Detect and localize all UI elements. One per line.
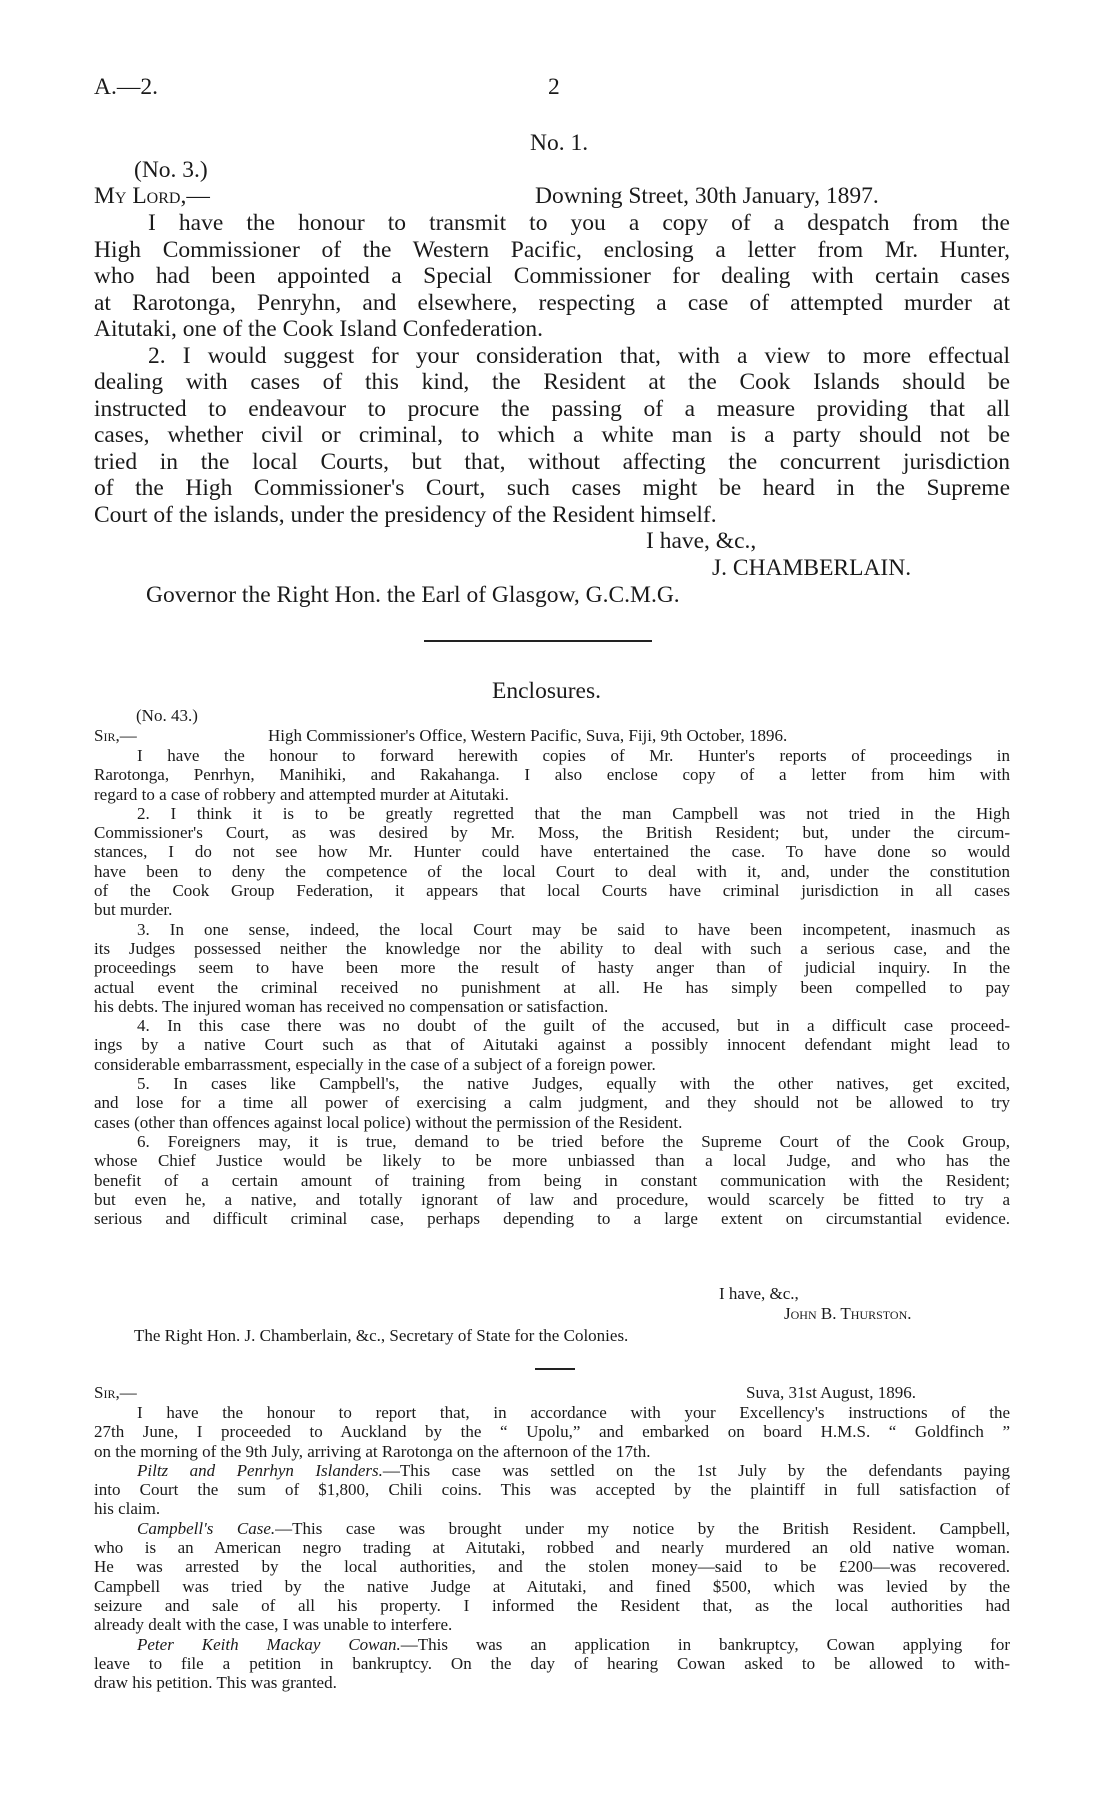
case-title: Campbell's Case. xyxy=(137,1518,276,1538)
letter2-body xyxy=(94,1403,1010,1692)
text-line: his claim. xyxy=(94,1499,161,1519)
enclosure-paragraph-1 xyxy=(94,746,1010,804)
enclosures-heading: Enclosures. xyxy=(492,678,601,704)
text-line: proceedings seem to have been more the result of hasty anger than of judicial inquiry. In the xyxy=(94,958,1010,978)
text-line: dealing with cases of this kind, the Resident at the Cook Islands should be xyxy=(94,369,1010,395)
text-line xyxy=(94,1519,1010,1538)
text-line: considerable embarrassment, especially in the case of a subject of a foreign power. xyxy=(94,1054,656,1074)
case-title: Piltz and Penrhyn Islanders. xyxy=(137,1460,383,1480)
section-divider xyxy=(424,640,652,642)
text-line: 6. Foreigners may, it is true, demand to be tried before the Supreme Court of the Cook Group, xyxy=(137,1131,1010,1151)
closing: I have, &c., xyxy=(646,528,757,554)
case-text: —This was an application in bankruptcy, Cowan applying for xyxy=(400,1634,1010,1654)
letter2-campbell-case xyxy=(94,1519,1010,1635)
text-line: but murder. xyxy=(94,900,173,920)
case-text: —This case was settled on the 1st July by the defendants paying xyxy=(382,1460,1010,1480)
addressee: Governor the Right Hon. the Earl of Glasgow, G.C.M.G. xyxy=(146,582,680,608)
text-line: draw his petition. This was granted. xyxy=(94,1673,337,1693)
text-line: cases (other than offences against local police) without the permission of the Resident. xyxy=(94,1112,683,1132)
text-line: of the High Commissioner's Court, such cases might be heard in the Supreme xyxy=(94,475,1010,501)
enclosure-signature: John B. Thurston. xyxy=(784,1304,912,1323)
signature: J. CHAMBERLAIN. xyxy=(712,555,912,581)
text-line: Campbell was tried by the native Judge at Aitutaki, and fined $500, which was levied by the xyxy=(94,1576,1010,1596)
text-line xyxy=(94,1461,1010,1480)
enclosure-place-date: High Commissioner's Office, Western Pacific, Suva, Fiji, 9th October, 1896. xyxy=(268,726,788,745)
text-line: his debts. The injured woman has received no compensation or satisfaction. xyxy=(94,996,609,1016)
paragraph-2 xyxy=(94,343,1010,529)
text-line: whose Chief Justice would be likely to be more unbiassed than a local Judge, and who has the xyxy=(94,1151,1010,1171)
text-line: Aitutaki, one of the Cook Island Confederation. xyxy=(94,316,544,342)
text-line: ings by a native Court such as that of Aitutaki against a possibly innocent defendant might lead to xyxy=(94,1035,1010,1055)
text-line: 4. In this case there was no doubt of the guilt of the accused, but in a difficult case proceed- xyxy=(137,1016,1010,1036)
letter2-salutation: Sir,— xyxy=(94,1383,137,1402)
text-line: Court of the islands, under the presidency of the Resident himself. xyxy=(94,501,717,528)
letter2-cowan-case xyxy=(94,1635,1010,1693)
enclosure-body xyxy=(94,746,1010,1228)
enclosure-addressee: The Right Hon. J. Chamberlain, &c., Secretary of State for the Colonies. xyxy=(134,1326,629,1345)
text-line: already dealt with the case, I was unable to interfere. xyxy=(94,1615,453,1635)
text-line: at Rarotonga, Penryhn, and elsewhere, respecting a case of attempted murder at xyxy=(94,289,1010,316)
despatch-number: (No. 3.) xyxy=(134,157,208,183)
text-line: actual event the criminal received no punishment at all. He has simply been compelled to pay xyxy=(94,977,1010,997)
text-line: who is an American negro trading at Aitutaki, robbed and nearly murdered an old native woman. xyxy=(94,1538,1010,1558)
text-line: instructed to endeavour to procure the passing of a measure providing that all xyxy=(94,395,1010,422)
enclosure-number: (No. 43.) xyxy=(136,706,198,725)
text-line: serious and difficult criminal case, perhaps depending to a large extent on circumstantial evidence. xyxy=(94,1209,1010,1229)
letter-divider xyxy=(535,1368,575,1370)
despatch-body xyxy=(94,210,1010,528)
page-number: 2 xyxy=(548,74,560,100)
text-line: its Judges possessed neither the knowledge nor the ability to deal with such a serious case, and the xyxy=(94,938,1010,958)
document-reference: A.—2. xyxy=(94,74,158,100)
text-line: I have the honour to forward herewith copies of Mr. Hunter's reports of proceedings in xyxy=(137,746,1010,765)
text-line: stances, I do not see how Mr. Hunter could have entertained the case. To have done so would xyxy=(94,842,1010,862)
text-line: cases, whether civil or criminal, to which a white man is a party should not be xyxy=(94,422,1010,448)
despatch-heading: No. 1. xyxy=(530,130,589,156)
letter2-intro xyxy=(94,1403,1010,1461)
text-line: Rarotonga, Penrhyn, Manihiki, and Rakahanga. I also enclose copy of a letter from him with xyxy=(94,765,1010,785)
text-line: Commissioner's Court, as was desired by Mr. Moss, the British Resident; but, under the circum- xyxy=(94,823,1010,843)
text-line: of the Cook Group Federation, it appears that local Courts have criminal jurisdiction in all cases xyxy=(94,881,1010,901)
letter2-place-date: Suva, 31st August, 1896. xyxy=(746,1383,917,1402)
text-line: 3. In one sense, indeed, the local Court may be said to have been incompetent, inasmuch as xyxy=(137,919,1010,939)
place-date: Downing Street, 30th January, 1897. xyxy=(535,183,879,209)
text-line: have been to deny the competence of the local Court to deal with it, and, under the constitution xyxy=(94,861,1010,881)
enclosure-paragraph-3 xyxy=(94,920,1010,1016)
enclosure-paragraph-2 xyxy=(94,804,1010,920)
text-line: 27th June, I proceeded to Auckland by the “ Upolu,” and embarked on board H.M.S. “ Goldfinch ” xyxy=(94,1422,1010,1442)
text-line: leave to file a petition in bankruptcy. On the day of hearing Cowan asked to be allowed to with- xyxy=(94,1653,1010,1673)
text-line: seizure and sale of all his property. I informed the Resident that, as the local authorities had xyxy=(94,1595,1010,1615)
text-line: 5. In cases like Campbell's, the native Judges, equally with the other natives, get excited, xyxy=(137,1074,1010,1094)
case-title: Peter Keith Mackay Cowan. xyxy=(137,1634,401,1654)
text-line xyxy=(94,1635,1010,1654)
enclosure-paragraph-6 xyxy=(94,1132,1010,1228)
case-text: —This case was brought under my notice by the British Resident. Campbell, xyxy=(275,1518,1010,1538)
enclosure-paragraph-5 xyxy=(94,1074,1010,1132)
enclosure-paragraph-4 xyxy=(94,1016,1010,1074)
text-line: 2. I think it is to be greatly regretted that the man Campbell was not tried in the High xyxy=(137,803,1010,823)
text-line: but even he, a native, and totally ignorant of law and procedure, would scarcely be fitted to try a xyxy=(94,1189,1010,1209)
text-line: regard to a case of robbery and attempted murder at Aitutaki. xyxy=(94,784,509,804)
text-line: who had been appointed a Special Commissioner for dealing with certain cases xyxy=(94,263,1010,289)
salutation: My Lord,— xyxy=(94,183,210,209)
enclosure-closing: I have, &c., xyxy=(719,1284,799,1303)
text-line: 2. I would suggest for your consideration that, with a view to more effectual xyxy=(148,342,1010,369)
text-line: High Commissioner of the Western Pacific, enclosing a letter from Mr. Hunter, xyxy=(94,236,1010,263)
paragraph-1 xyxy=(94,210,1010,343)
letter2-piltz-case xyxy=(94,1461,1010,1519)
text-line: benefit of a certain amount of training from being in constant communication with the Resident; xyxy=(94,1170,1010,1190)
text-line: I have the honour to transmit to you a copy of a despatch from the xyxy=(148,210,1010,236)
text-line: He was arrested by the local authorities, and the stolen money—said to be £200—was recovered. xyxy=(94,1557,1010,1577)
text-line: into Court the sum of $1,800, Chili coins. This was accepted by the plaintiff in full satisfaction of xyxy=(94,1480,1010,1500)
text-line: tried in the local Courts, but that, without affecting the concurrent jurisdiction xyxy=(94,448,1010,475)
text-line: I have the honour to report that, in accordance with your Excellency's instructions of the xyxy=(137,1403,1010,1422)
enclosure-salutation: Sir,— xyxy=(94,726,137,745)
text-line: on the morning of the 9th July, arriving at Rarotonga on the afternoon of the 17th. xyxy=(94,1441,651,1461)
text-line: and lose for a time all power of exercising a calm judgment, and they should not be allowed to try xyxy=(94,1093,1010,1113)
